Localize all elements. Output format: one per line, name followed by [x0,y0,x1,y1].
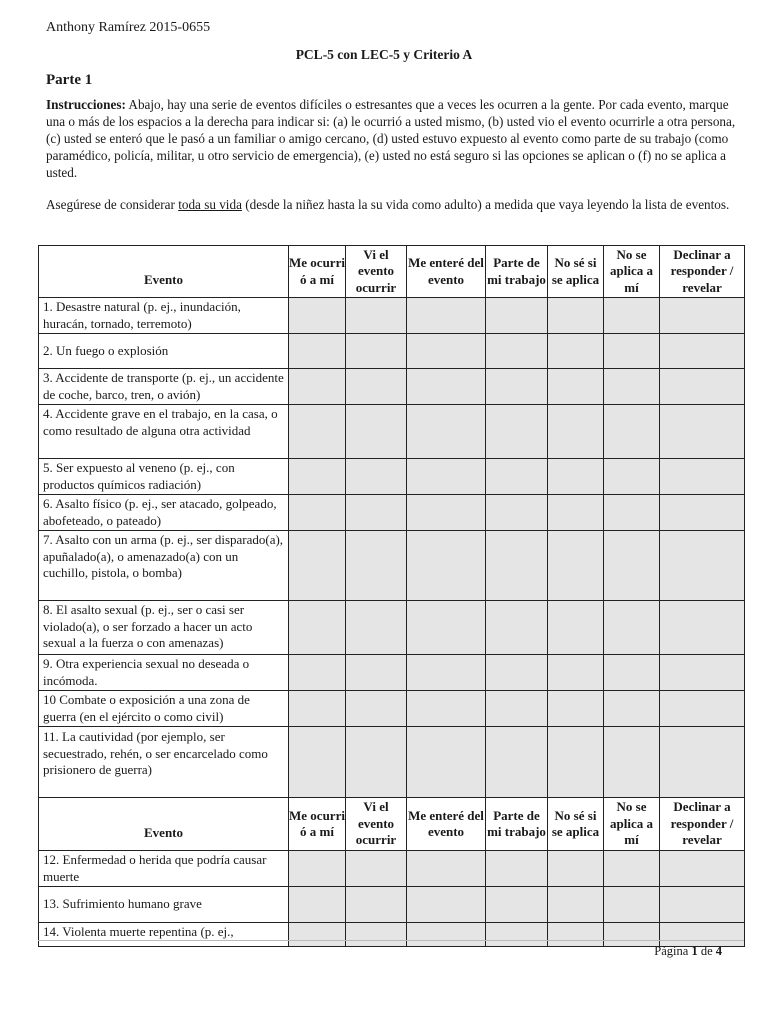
page-label: Página [654,944,689,958]
table-row [39,369,745,405]
checkbox-witnessed[interactable] [346,887,407,923]
col-header-happened-to-me: Me ocurri ó a mí [289,246,346,298]
author-line: Anthony Ramírez 2015-0655 [46,20,211,35]
checkbox-decline[interactable] [660,459,745,495]
checkbox-job[interactable] [486,369,548,405]
checkbox-happened-to-me[interactable] [289,495,346,531]
table-row [39,727,745,798]
checkbox-decline[interactable] [660,691,745,727]
instructions-paragraph [46,96,736,181]
checkbox-job[interactable] [486,691,548,727]
checkbox-learned[interactable] [407,495,486,531]
checkbox-not-sure[interactable] [548,369,604,405]
checkbox-decline[interactable] [660,851,745,887]
checkbox-not-apply[interactable] [604,655,660,691]
checkbox-not-sure[interactable] [548,851,604,887]
event-label: 6. Asalto físico (p. ej., ser atacado, golpeado, abofeteado, o pateado) [39,495,289,531]
header-row [39,798,745,851]
events-table-1 [38,245,745,798]
page-current: 1 [691,944,698,958]
checkbox-happened-to-me[interactable] [289,887,346,923]
checkbox-witnessed[interactable] [346,601,407,655]
table-row [39,601,745,655]
checkbox-decline[interactable] [660,531,745,601]
checkbox-not-sure[interactable] [548,887,604,923]
page-number [654,944,722,959]
checkbox-witnessed[interactable] [346,298,407,334]
event-label: 12. Enfermedad o herida que podría causar muerte [39,851,289,887]
checkbox-not-sure[interactable] [548,334,604,369]
table-row [39,691,745,727]
checkbox-learned[interactable] [407,298,486,334]
checkbox-decline[interactable] [660,369,745,405]
checkbox-learned[interactable] [407,887,486,923]
col-header-learned: Me enteré del evento [407,798,486,851]
checkbox-job[interactable] [486,495,548,531]
checkbox-witnessed[interactable] [346,655,407,691]
header-row [39,246,745,298]
col-header-not-apply: No se aplica a mí [604,798,660,851]
table-row [39,298,745,334]
checkbox-not-apply[interactable] [604,405,660,459]
checkbox-happened-to-me[interactable] [289,601,346,655]
col-header-learned: Me enteré del evento [407,246,486,298]
checkbox-witnessed[interactable] [346,495,407,531]
page-total: 4 [715,944,722,958]
lifetime-note [46,196,736,213]
event-label: 11. La cautividad (por ejemplo, ser secuestrado, rehén, o ser encarcelado como prisionero de guerra) [39,727,289,798]
checkbox-not-sure[interactable] [548,923,604,947]
checkbox-job[interactable] [486,887,548,923]
checkbox-decline[interactable] [660,887,745,923]
checkbox-learned[interactable] [407,601,486,655]
checkbox-job[interactable] [486,531,548,601]
checkbox-witnessed[interactable] [346,334,407,369]
events-table-2 [38,797,745,947]
checkbox-happened-to-me[interactable] [289,727,346,798]
checkbox-learned[interactable] [407,691,486,727]
checkbox-decline[interactable] [660,923,745,947]
checkbox-not-apply[interactable] [604,923,660,947]
lifetime-note-underline: toda su vida [178,197,242,212]
col-header-not-sure: No sé si se aplica [548,798,604,851]
checkbox-decline[interactable] [660,495,745,531]
checkbox-learned[interactable] [407,923,486,947]
checkbox-decline[interactable] [660,655,745,691]
checkbox-witnessed[interactable] [346,531,407,601]
checkbox-not-apply[interactable] [604,495,660,531]
event-label: 8. El asalto sexual (p. ej., ser o casi ser violado(a), o ser forzado a hacer un acto sexual a la fuerza o con amenazas) [39,601,289,655]
table-row [39,851,745,887]
lifetime-note-post: (desde la niñez hasta la su vida como adulto) a medida que vaya leyendo la lista de eventos. [241,197,730,212]
event-label: 13. Sufrimiento humano grave [39,887,289,923]
checkbox-job[interactable] [486,459,548,495]
event-label: 10 Combate o exposición a una zona de guerra (en el ejército o como civil) [39,691,289,727]
checkbox-decline[interactable] [660,405,745,459]
checkbox-witnessed[interactable] [346,727,407,798]
checkbox-happened-to-me[interactable] [289,298,346,334]
checkbox-not-apply[interactable] [604,727,660,798]
checkbox-learned[interactable] [407,369,486,405]
checkbox-happened-to-me[interactable] [289,655,346,691]
checkbox-job[interactable] [486,851,548,887]
checkbox-witnessed[interactable] [346,369,407,405]
col-header-job: Parte de mi trabajo [486,798,548,851]
checkbox-witnessed[interactable] [346,405,407,459]
table-row [39,495,745,531]
checkbox-happened-to-me[interactable] [289,369,346,405]
event-label: 9. Otra experiencia sexual no deseada o incómoda. [39,655,289,691]
checkbox-not-apply[interactable] [604,601,660,655]
table-row [39,459,745,495]
checkbox-not-sure[interactable] [548,691,604,727]
checkbox-not-sure[interactable] [548,655,604,691]
lifetime-note-pre: Asegúrese de considerar [46,197,179,212]
checkbox-not-apply[interactable] [604,531,660,601]
checkbox-not-apply[interactable] [604,887,660,923]
checkbox-not-sure[interactable] [548,459,604,495]
part-heading: Parte 1 [46,72,93,88]
col-header-not-sure: No sé si se aplica [548,246,604,298]
checkbox-job[interactable] [486,727,548,798]
table-row [39,405,745,459]
page-of: de [700,944,713,958]
checkbox-job[interactable] [486,334,548,369]
col-header-happened-to-me: Me ocurri ó a mí [289,798,346,851]
checkbox-not-sure[interactable] [548,531,604,601]
checkbox-not-apply[interactable] [604,298,660,334]
table-row [39,334,745,369]
table-row [39,655,745,691]
col-header-decline: Declinar a responder / revelar [660,246,745,298]
checkbox-decline[interactable] [660,298,745,334]
checkbox-happened-to-me[interactable] [289,334,346,369]
checkbox-witnessed[interactable] [346,923,407,947]
checkbox-happened-to-me[interactable] [289,531,346,601]
checkbox-learned[interactable] [407,851,486,887]
checkbox-happened-to-me[interactable] [289,851,346,887]
event-label: 3. Accidente de transporte (p. ej., un accidente de coche, barco, tren, o avión) [39,369,289,405]
checkbox-learned[interactable] [407,459,486,495]
table-row [39,887,745,923]
checkbox-not-sure[interactable] [548,298,604,334]
checkbox-not-apply[interactable] [604,459,660,495]
instructions-label: Instrucciones: [46,97,126,112]
checkbox-decline[interactable] [660,334,745,369]
checkbox-job[interactable] [486,655,548,691]
col-header-witnessed: Vi el evento ocurrir [346,246,407,298]
document-title: PCL-5 con LEC-5 y Criterio A [295,47,473,62]
checkbox-happened-to-me[interactable] [289,405,346,459]
instructions-text: Abajo, hay una serie de eventos difíciles o estresantes que a veces les ocurren a la gente. Por cada evento, marque una o más de los espacios a la derecha para indicar si: (a) le ocurrió a usted mismo, (b) usted vio el evento ocurrirle a otra persona, (c) usted se enteró que le pasó a un familiar o amigo cercano, (d) usted estuvo expuesto al evento como parte de su trabajo (como paramédico, policía, militar, u otro servicio de emergencia), (e) usted no está seguro si las opciones se aplican o (f) no se aplica a usted. [46,97,736,180]
footer-divider [38,940,744,941]
checkbox-witnessed[interactable] [346,851,407,887]
checkbox-not-apply[interactable] [604,369,660,405]
table-row [39,531,745,601]
col-header-event: Evento [39,798,289,851]
checkbox-not-sure[interactable] [548,601,604,655]
event-label: 14. Violenta muerte repentina (p. ej., [39,923,289,947]
checkbox-learned[interactable] [407,334,486,369]
checkbox-not-sure[interactable] [548,727,604,798]
checkbox-not-sure[interactable] [548,405,604,459]
checkbox-learned[interactable] [407,531,486,601]
checkbox-not-sure[interactable] [548,495,604,531]
checkbox-not-apply[interactable] [604,691,660,727]
event-label: 4. Accidente grave en el trabajo, en la casa, o como resultado de alguna otra actividad [39,405,289,459]
checkbox-job[interactable] [486,601,548,655]
event-label: 2. Un fuego o explosión [39,334,289,369]
checkbox-learned[interactable] [407,405,486,459]
event-label: 7. Asalto con un arma (p. ej., ser disparado(a), apuñalado(a), o amenazado(a) con un cuchillo, pistola, o bomba) [39,531,289,601]
checkbox-not-apply[interactable] [604,851,660,887]
event-label: 5. Ser expuesto al veneno (p. ej., con productos químicos radiación) [39,459,289,495]
col-header-job: Parte de mi trabajo [486,246,548,298]
checkbox-decline[interactable] [660,601,745,655]
col-header-not-apply: No se aplica a mí [604,246,660,298]
col-header-decline: Declinar a responder / revelar [660,798,745,851]
checkbox-job[interactable] [486,405,548,459]
col-header-witnessed: Vi el evento ocurrir [346,798,407,851]
checkbox-witnessed[interactable] [346,459,407,495]
checkbox-learned[interactable] [407,727,486,798]
checkbox-happened-to-me[interactable] [289,691,346,727]
col-header-event: Evento [39,246,289,298]
checkbox-happened-to-me[interactable] [289,923,346,947]
table-row [39,923,745,947]
event-label: 1. Desastre natural (p. ej., inundación, huracán, tornado, terremoto) [39,298,289,334]
checkbox-job[interactable] [486,923,548,947]
checkbox-decline[interactable] [660,727,745,798]
checkbox-not-apply[interactable] [604,334,660,369]
checkbox-happened-to-me[interactable] [289,459,346,495]
checkbox-job[interactable] [486,298,548,334]
checkbox-witnessed[interactable] [346,691,407,727]
checkbox-learned[interactable] [407,655,486,691]
